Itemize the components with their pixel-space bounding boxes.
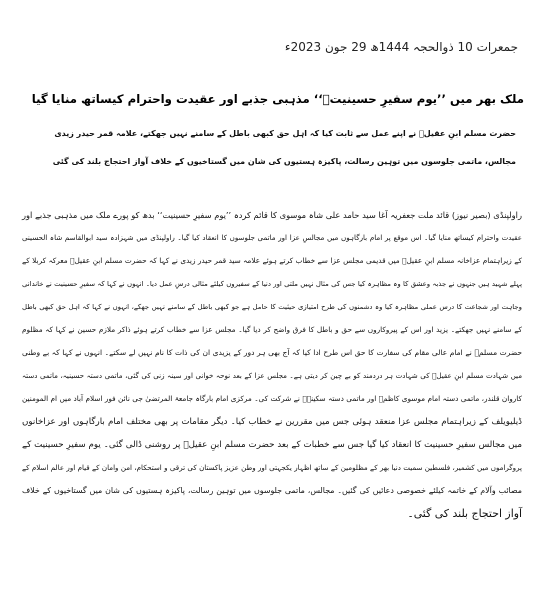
body-line: راولپنڈی (بصیر نیوز) قائد ملت جعفریہ آغا سید حامد علی شاہ موسوی کا قائم کردہ ’’یوم سفیرِ حسینیت‘‘ بدھ کو پورے ملک میں مذہبی جذبے اور — [22, 210, 522, 220]
headline: ملک بھر میں ’’یوم سفیرِ حسینیتؑ‘‘ مذہبی جذبے اور عقیدت واحترام کیساتھ منایا گیا — [31, 92, 524, 106]
body-line: ڈیلیویلف کے زیراہتمام مجلس عزا منعقد ہوئی جس میں مقررین نے خطاب کیا۔ دیگر مقامات پر بھی مختلف امام بارگاہوں اور عزاخانوں — [22, 417, 522, 427]
body-line: آواز احتجاج بلند کی گئی۔ — [407, 507, 522, 520]
body-line: عقیدت واحترام کیساتھ منایا گیا۔ اس موقع پر امام بارگاہوں میں مجالسِ عزا اور ماتمی جلوسوں کا انعقاد کیا گیا۔ راولپنڈی میں شہزادہ سید ابوالقاسم شاہ الحسینی — [22, 233, 522, 242]
subheading-line: مجالس، ماتمی جلوسوں میں توہین رسالت، پاکیزہ ہستیوں کی شان میں گستاخیوں کے خلاف آواز احتجاج بلند کی گئی — [52, 157, 516, 166]
body-line: کے زیراہتمام عزاخانہ مسلم ابنِ عقیلؑ میں قدیمی مجلس عزا سے خطاب کرتے ہوئے علامہ سید قمر حیدر زیدی نے کہا کہ حضرت مسلم ابنِ عقیلؑ معرکہ کربلا کے — [22, 256, 522, 265]
body-line: پروگراموں میں کشمیر، فلسطین سمیت دنیا بھر کے مظلومین کے ساتھ اظہار یکجہتی اور وطن عزیز پاکستان کی ترقی و استحکام، امن وامان کے قیام اور عالم اسلام کے — [22, 463, 522, 472]
body-line: مصائب وآلام کے خاتمہ کیلئے خصوصی دعائیں کی گئیں۔ مجالس، ماتمی جلوسوں میں توہین رسالت، پاکیزہ ہستیوں کی شان میں گستاخیوں کے خلاف — [22, 486, 522, 495]
body-line: حضرت مسلمؑ نے امام عالی مقام کی سفارت کا حق اس طرح ادا کیا کہ آج بھی ہر دور کے یزیدی ان کی ذات کا نام نہیں لے سکتے۔ انہوں نے کہا کہ بے وطنی — [22, 348, 522, 357]
body-line: میں شہادت مسلم ابنِ عقیلؑ کی شہادت ہر دردمند کو بے چین کر دیتی ہے۔ مجلس عزا کے بعد نوحہ خوانی اور سینہ زنی کی گئی، ماتمی دستہ حسینیہ، ماتمی دستہ — [22, 371, 522, 380]
body-line: پہلے شہید ہیں جنہوں نے جذبہ وعشق کا وہ مظاہرہ کیا جس کی مثال نہیں ملتی اور دنیا کے سفیروں کیلئے مثالی درسِ عمل دیا۔ انہوں نے کہا کہ سفیرِ حسینیت نے خاندانی — [22, 280, 522, 288]
body-line: وجاہت اور شجاعت کا درس عملی مظاہرہ کیا وہ دشمنوں کی طرح امتیازی حیثیت کا حامل ہے جو کبھی باطل کے سامنے نہیں جھکے، انہوں نے کہا کہ اہل حق کبھی باطل — [22, 303, 522, 311]
subheading-line: حضرت مسلم ابنِ عقیلؑ نے اپنے عمل سے ثابت کیا کہ اہل حق کبھی باطل کے سامنے نہیں جھکتے، علامہ قمر حیدر زیدی — [54, 129, 516, 138]
body-line: میں مجالس سفیرِ حسینیت کا انعقاد کیا گیا جس سے خطبات کے بعد حضرت مسلم ابنِ عقیلؑ پر روشنی ڈالی گئی۔ یوم سفیرِ حسینیت کے — [22, 440, 522, 450]
body-line: کاروان قلندر، ماتمی دستہ امام موسوی کاظمؑ اور ماتمی دستہ سکینہؑ نے شرکت کی۔ مرکزی امام بارگاہ جامعۃ المرتضیٰ جی نائن فور اسلام آباد میں ام المومنین — [22, 394, 522, 403]
body-line: کے سامنے نہیں جھکتے۔ یزید اور اس کے پیروکاروں سے حق و باطل کا فرق واضح کر دیا گیا۔ مجلس عزا سے خطاب کرتے ہوئے ذاکر ملازم حسین نے کہا کہ مظلوم — [22, 325, 522, 334]
date-line: جمعرات 10 ذوالحجہ 1444ھ 29 جون 2023ء — [284, 40, 518, 54]
